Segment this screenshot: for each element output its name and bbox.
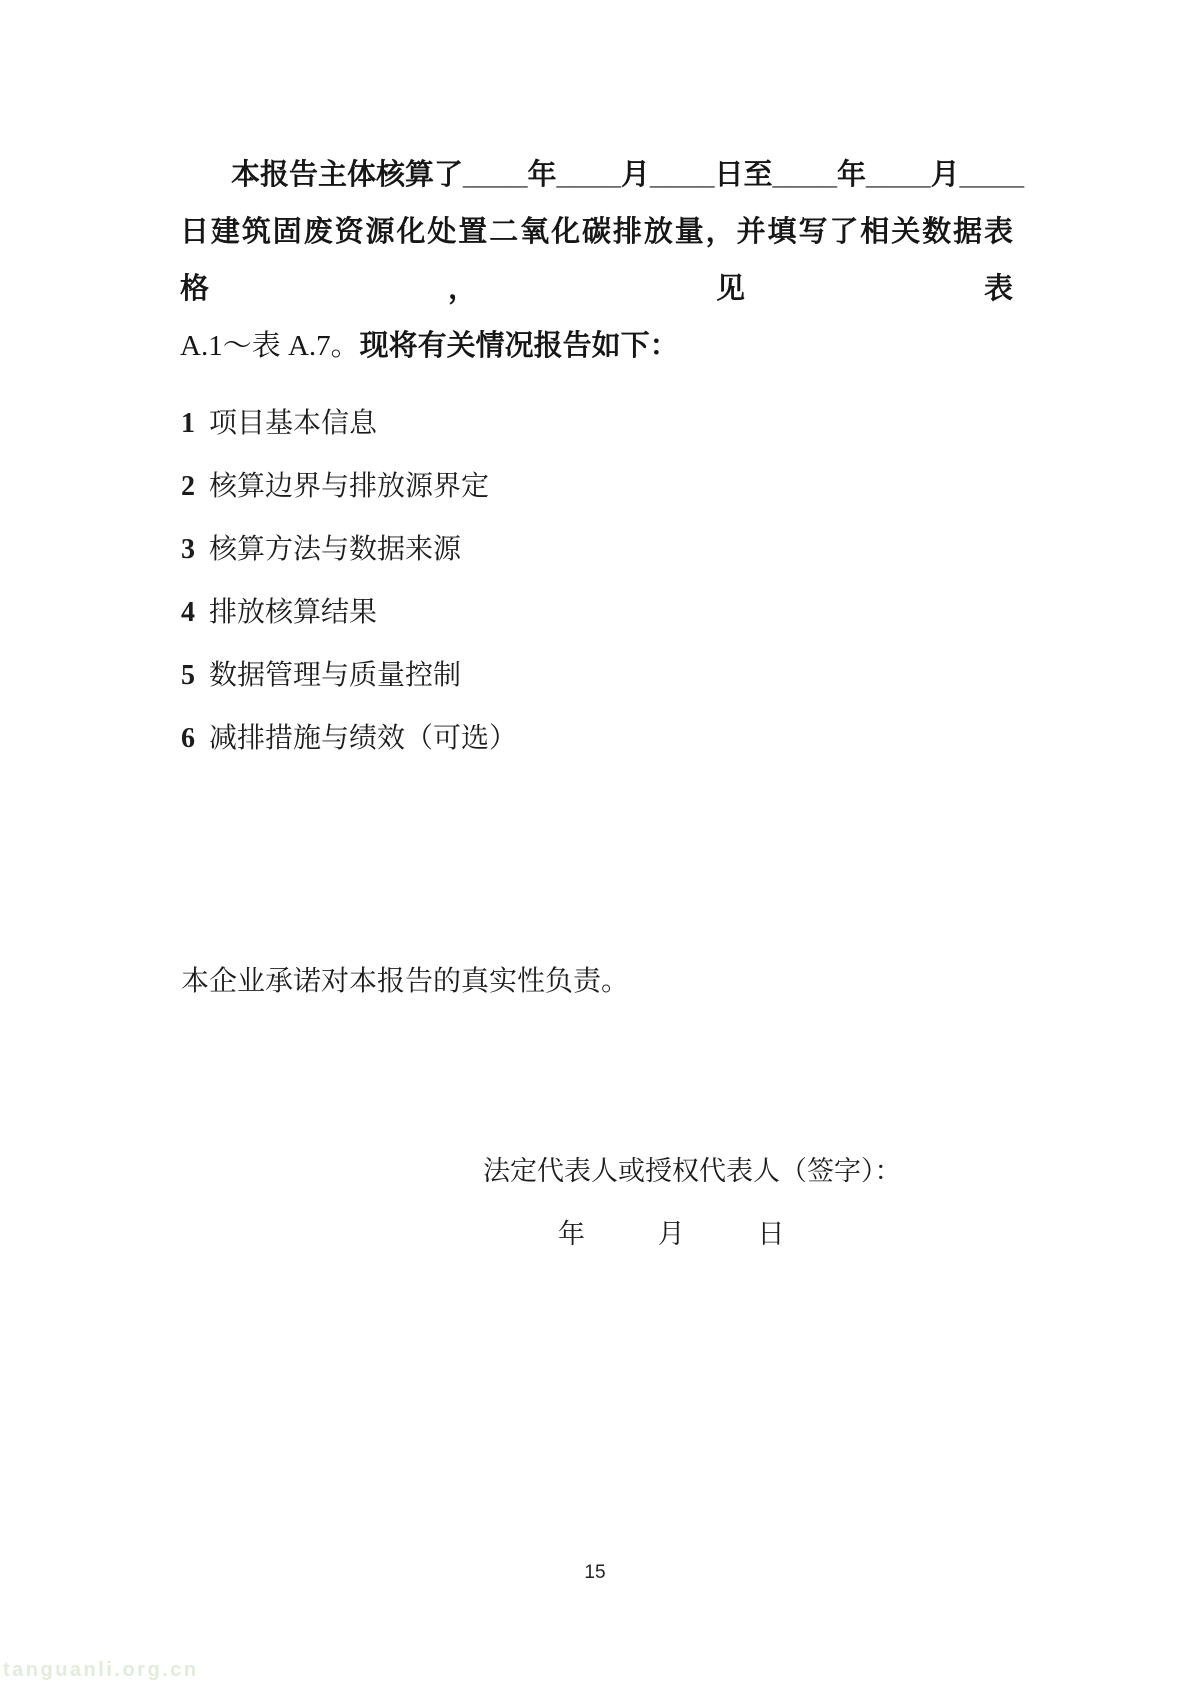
section-number: 2 xyxy=(181,471,195,502)
date-year-label: 年 xyxy=(558,1219,585,1249)
truthfulness-declaration: 本企业承诺对本报告的真实性负责。 xyxy=(181,966,630,997)
section-number: 6 xyxy=(181,723,195,754)
intro-line-1: 本报告主体核算了____年____月____日至____年____月____ xyxy=(231,159,1025,191)
table-reference-text: A.1～表 A.7。 xyxy=(180,330,360,362)
date-month-label: 月 xyxy=(657,1219,685,1249)
section-list xyxy=(181,392,1013,770)
section-item-3 xyxy=(181,518,1013,581)
section-item-1 xyxy=(181,392,1013,455)
section-number: 3 xyxy=(181,534,195,565)
section-title: 数据管理与质量控制 xyxy=(209,660,462,691)
section-title: 核算边界与排放源界定 xyxy=(209,471,490,502)
legal-representative-signature-label: 法定代表人或授权代表人（签字）： xyxy=(483,1156,902,1186)
section-title: 减排措施与绩效（可选） xyxy=(209,723,518,754)
intro-line-2: 日建筑固废资源化处置二氧化碳排放量，并填写了相关数据表格，见表 xyxy=(180,216,1013,305)
intro-line-3-rest: 现将有关情况报告如下： xyxy=(359,330,679,362)
section-number: 1 xyxy=(181,408,195,439)
intro-line-3 xyxy=(180,318,1013,375)
page-number: 15 xyxy=(584,1562,606,1583)
intro-paragraph xyxy=(180,147,1025,375)
watermark-text: tanguanli.org.cn xyxy=(3,1659,199,1681)
section-number: 5 xyxy=(181,660,195,691)
signature-date-line xyxy=(558,1219,785,1249)
section-item-5 xyxy=(181,644,1013,707)
section-item-2 xyxy=(181,455,1013,518)
section-title: 项目基本信息 xyxy=(209,408,378,439)
section-title: 核算方法与数据来源 xyxy=(209,534,462,565)
section-number: 4 xyxy=(181,597,195,628)
section-title: 排放核算结果 xyxy=(209,597,378,628)
date-day-label: 日 xyxy=(757,1219,785,1249)
section-item-6 xyxy=(181,707,1013,770)
section-item-4 xyxy=(181,581,1013,644)
